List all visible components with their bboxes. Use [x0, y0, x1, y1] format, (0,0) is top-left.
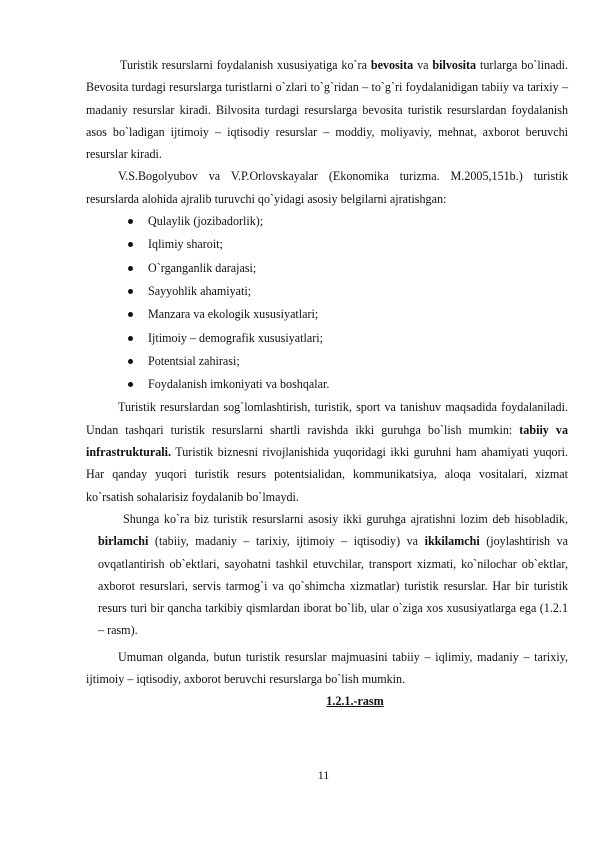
bullet-icon [128, 242, 133, 247]
list-item [86, 350, 568, 373]
term-bilvosita: bilvosita [432, 58, 477, 72]
text-run: turlarga bo`linadi. Bevosita turdagi resurslarga turistlarni o`zlari to`g`ridan – to`g`ri foydalanidigan tabiiy va tarixiy – madaniy resurslar kiradi. Bilvosita turdagi resurslarga bevosita turistik resurslardan foydalanish asos bo`ladigan ijtimoiy – iqtisodiy resurslar – moddiy, moliyaviy, mehnat, axborot beruvchi resurslar kiradi. [86, 58, 568, 162]
list-item-text: Potentsial zahirasi; [148, 353, 240, 368]
list-item-text: Qulaylik (jozibadorlik); [148, 214, 264, 229]
term-ikkilamchi: ikkilamchi [424, 534, 480, 549]
features-list [86, 210, 568, 396]
paragraph-5: Umuman olganda, butun turistik resurslar majmuasini tabiiy – iqlimiy, madaniy – tarixiy, ijtimoiy – iqtisodiy, axborot beruvchi resurslarga bo`lish mumkin. [86, 649, 568, 687]
bullet-icon [128, 336, 133, 341]
list-item [86, 327, 568, 350]
paragraph-4-block [86, 508, 568, 642]
text-run: Turistik resurslarni foydalanish xususiyatiga ko`ra [120, 58, 371, 72]
paragraph-2: V.S.Bogolyubov va V.P.Orlovskayalar (Ekonomika turizma. M.2005,151b.) turistik resurslarda alohida ajralib turuvchi qo`yidagi asosiy belgilarni ajratishgan: [86, 169, 568, 206]
term-tabiiy-infrastrukturali: tabiiy va infrastrukturali. [86, 422, 568, 460]
paragraph-1 [86, 54, 568, 165]
list-item [86, 373, 568, 396]
document-body [86, 54, 568, 713]
text-run: Shunga ko`ra biz turistik resurslarni asosiy ikki guruhga ajratishni lozim deb hisobladik, [123, 511, 568, 526]
bullet-icon [128, 289, 133, 294]
term-birlamchi: birlamchi [98, 534, 149, 549]
page-number: 11 [317, 768, 330, 782]
text-run: Turistik biznesni rivojlanishida yuqoridagi ikki guruhni ham ahamiyati yuqori. Har qanday yuqori turistik resurs potentsialidan, kommunikatsiya, aloqa vositalari, xizmat ko`rsatish sohalarisiz foydalanib bo`lmaydi. [86, 445, 568, 504]
bullet-icon [128, 312, 133, 317]
list-item [86, 280, 568, 303]
figure-caption: 1.2.1.-rasm [326, 694, 384, 709]
text-run: (joylashtirish va ovqatlantirish ob`ektlari, sayohatni tashkil etuvchilar, transport xizmati, ko`nilochar ob`ektlar, axborot resurslari, servis tarmog`i va qo`shimcha xizmatlar) turistik resurslar. Har bir turistik resurs turi bir qancha tarkibiy qismlardan iborat bo`lib, ular o`ziga xos xususiyatlarga ega (1.2.1 – rasm). [98, 534, 568, 638]
paragraph-3 [86, 396, 568, 507]
list-item [86, 303, 568, 326]
text-run: (tabiiy, madaniy – tarixiy, ijtimoiy – iqtisodiy) va [148, 534, 425, 549]
text-run: Turistik resurslardan sog`lomlashtirish, turistik, sport va tanishuv maqsadida foydalaniladi. Undan tashqari turistik resurslarni shartli ravishda ikki guruhga bo`lish mumkin: [86, 400, 568, 437]
list-item [86, 233, 568, 256]
bullet-icon [128, 219, 133, 224]
bullet-icon [128, 382, 133, 387]
bullet-icon [128, 266, 133, 271]
list-item [86, 257, 568, 280]
list-item-text: Sayyohlik ahamiyati; [148, 283, 252, 298]
list-item-text: Foydalanish imkoniyati va boshqalar. [148, 377, 330, 392]
term-bevosita: bevosita [370, 58, 414, 72]
bullet-icon [128, 359, 133, 364]
text-run: va [413, 58, 433, 72]
paragraph-4 [98, 508, 568, 642]
list-item-text: Iqlimiy sharoit; [148, 237, 223, 252]
list-item-text: Ijtimoiy – demografik xususiyatlari; [148, 330, 323, 345]
list-item-text: O`rganganlik darajasi; [148, 260, 257, 275]
list-item-text: Manzara va ekologik xususiyatlari; [148, 307, 319, 322]
list-item [86, 210, 568, 233]
